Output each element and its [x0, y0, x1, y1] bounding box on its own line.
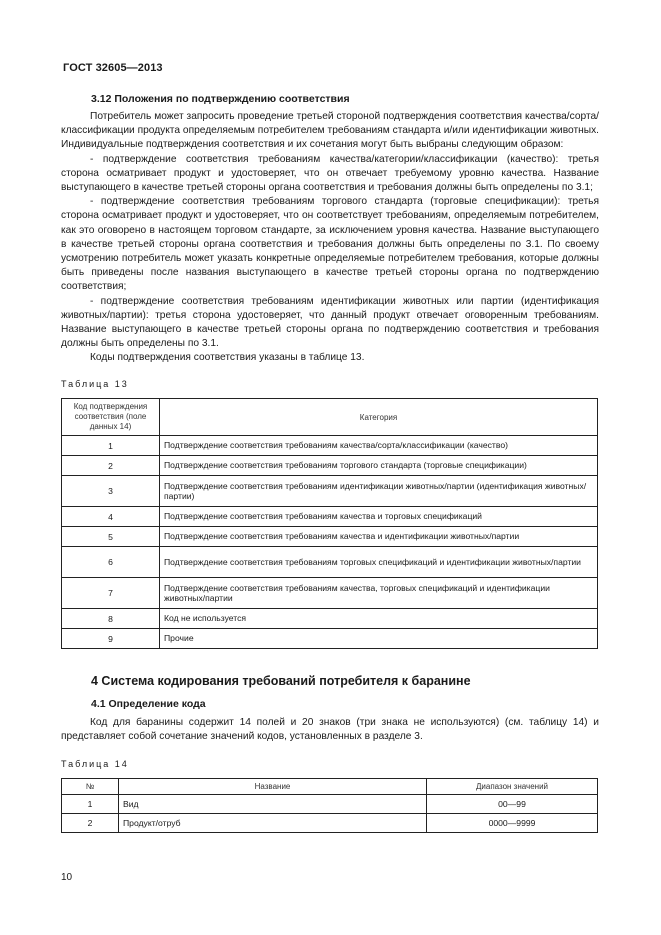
table-row	[62, 456, 598, 476]
table-13	[61, 398, 598, 649]
column-header-code: Код подтверждения соответствия (поле данных 14)	[62, 399, 160, 436]
code-cell: 1	[62, 436, 160, 456]
category-cell: Подтверждение соответствия требованиям качества, торговых спецификаций и идентификации животных/партии	[160, 578, 598, 609]
category-cell: Код не используется	[160, 609, 598, 629]
code-cell: 2	[62, 456, 160, 476]
code-cell: 9	[62, 629, 160, 649]
number-cell: 2	[62, 814, 119, 833]
code-cell: 4	[62, 507, 160, 527]
category-cell: Подтверждение соответствия требованиям качества и идентификации животных/партии	[160, 527, 598, 547]
table-row	[62, 507, 598, 527]
category-cell: Подтверждение соответствия требованиям качества/сорта/классификации (качество)	[160, 436, 598, 456]
table-row	[62, 476, 598, 507]
table-row	[62, 436, 598, 456]
category-cell: Подтверждение соответствия требованиям идентификации животных/партии (идентификация животных/партии)	[160, 476, 598, 507]
table-row	[62, 629, 598, 649]
section-3-12-heading: 3.12 Положения по подтверждению соответствия	[91, 93, 350, 105]
section-4-1-body	[61, 716, 599, 744]
table-row	[62, 814, 598, 833]
section-4-1-heading: 4.1 Определение кода	[91, 698, 206, 710]
code-cell: 5	[62, 527, 160, 547]
category-cell: Прочие	[160, 629, 598, 649]
column-header-number: №	[62, 779, 119, 795]
section-3-12-body	[61, 110, 599, 366]
range-cell: 0000—9999	[427, 814, 598, 833]
code-cell: 7	[62, 578, 160, 609]
standard-id: ГОСТ 32605—2013	[63, 62, 163, 74]
paragraph: Потребитель может запросить проведение третьей стороной подтверждения соответствия качества/сорта/классификации продукта определяемым потребителем требованиям стандарта и/или идентификации животных. Индивидуальные подтверждения соответствия и их сочетания могут быть выбраны следующим образом:	[61, 111, 599, 151]
column-header-range: Диапазон значений	[427, 779, 598, 795]
name-cell: Вид	[119, 795, 427, 814]
paragraph: Код для баранины содержит 14 полей и 20 знаков (три знака не используются) (см. таблицу 14) и представляет собой сочетание значений кодов, установленных в разделе 3.	[61, 717, 599, 743]
table-14	[61, 778, 598, 833]
table-row	[62, 578, 598, 609]
category-cell: Подтверждение соответствия требованиям качества и торговых спецификаций	[160, 507, 598, 527]
paragraph: - подтверждение соответствия требованиям качества/категории/классификации (качество): третья сторона осматривает продукт и удостоверяет, что он отвечает требуемому уровню качества. Название выступающего в качестве третьей стороны органа соответствия и требования должны быть определены по 3.1;	[61, 153, 599, 194]
range-cell: 00—99	[427, 795, 598, 814]
column-header-name: Название	[119, 779, 427, 795]
code-cell: 3	[62, 476, 160, 507]
table-13-caption: Таблица 13	[61, 379, 129, 389]
category-cell: Подтверждение соответствия требованиям торговых спецификаций и идентификации животных/партии	[160, 547, 598, 578]
name-cell: Продукт/отруб	[119, 814, 427, 833]
section-4-heading: 4 Система кодирования требований потребителя к баранине	[91, 674, 471, 688]
paragraph: - подтверждение соответствия требованиям идентификации животных или партии (идентификация животных/партии): третья сторона удостоверяет, что данный продукт отвечает оговоренным требованиям. Название выступающего в качестве третьей стороны органа по подтверждению соответствия и требования должны быть определены по 3.1.	[61, 295, 599, 350]
table-row	[62, 795, 598, 814]
code-cell: 6	[62, 547, 160, 578]
number-cell: 1	[62, 795, 119, 814]
table-row	[62, 609, 598, 629]
table-row	[62, 527, 598, 547]
paragraph: - подтверждение соответствия требованиям торгового стандарта (торговые спецификации): третья сторона осматривает продукт и удостоверяет, что он соответствует требованиям, определяемым потребителем, как это оговорено в настоящем торговом стандарте, за исключением уровня качества. Название выступающего в качестве третьей стороны органа соответствия и требования должны быть определены по 3.1. По своему усмотрению потребитель может указать конкретные определяемые потребителем требования, которые должны быть приведены после названия выступающего в качестве третьей стороны органа по подтверждению соответствия;	[61, 196, 599, 293]
table-row	[62, 547, 598, 578]
paragraph: Коды подтверждения соответствия указаны в таблице 13.	[90, 352, 365, 364]
category-cell: Подтверждение соответствия требованиям торгового стандарта (торговые спецификации)	[160, 456, 598, 476]
table-14-caption: Таблица 14	[61, 759, 129, 769]
page-number: 10	[61, 872, 73, 883]
column-header-category: Категория	[160, 399, 598, 436]
code-cell: 8	[62, 609, 160, 629]
